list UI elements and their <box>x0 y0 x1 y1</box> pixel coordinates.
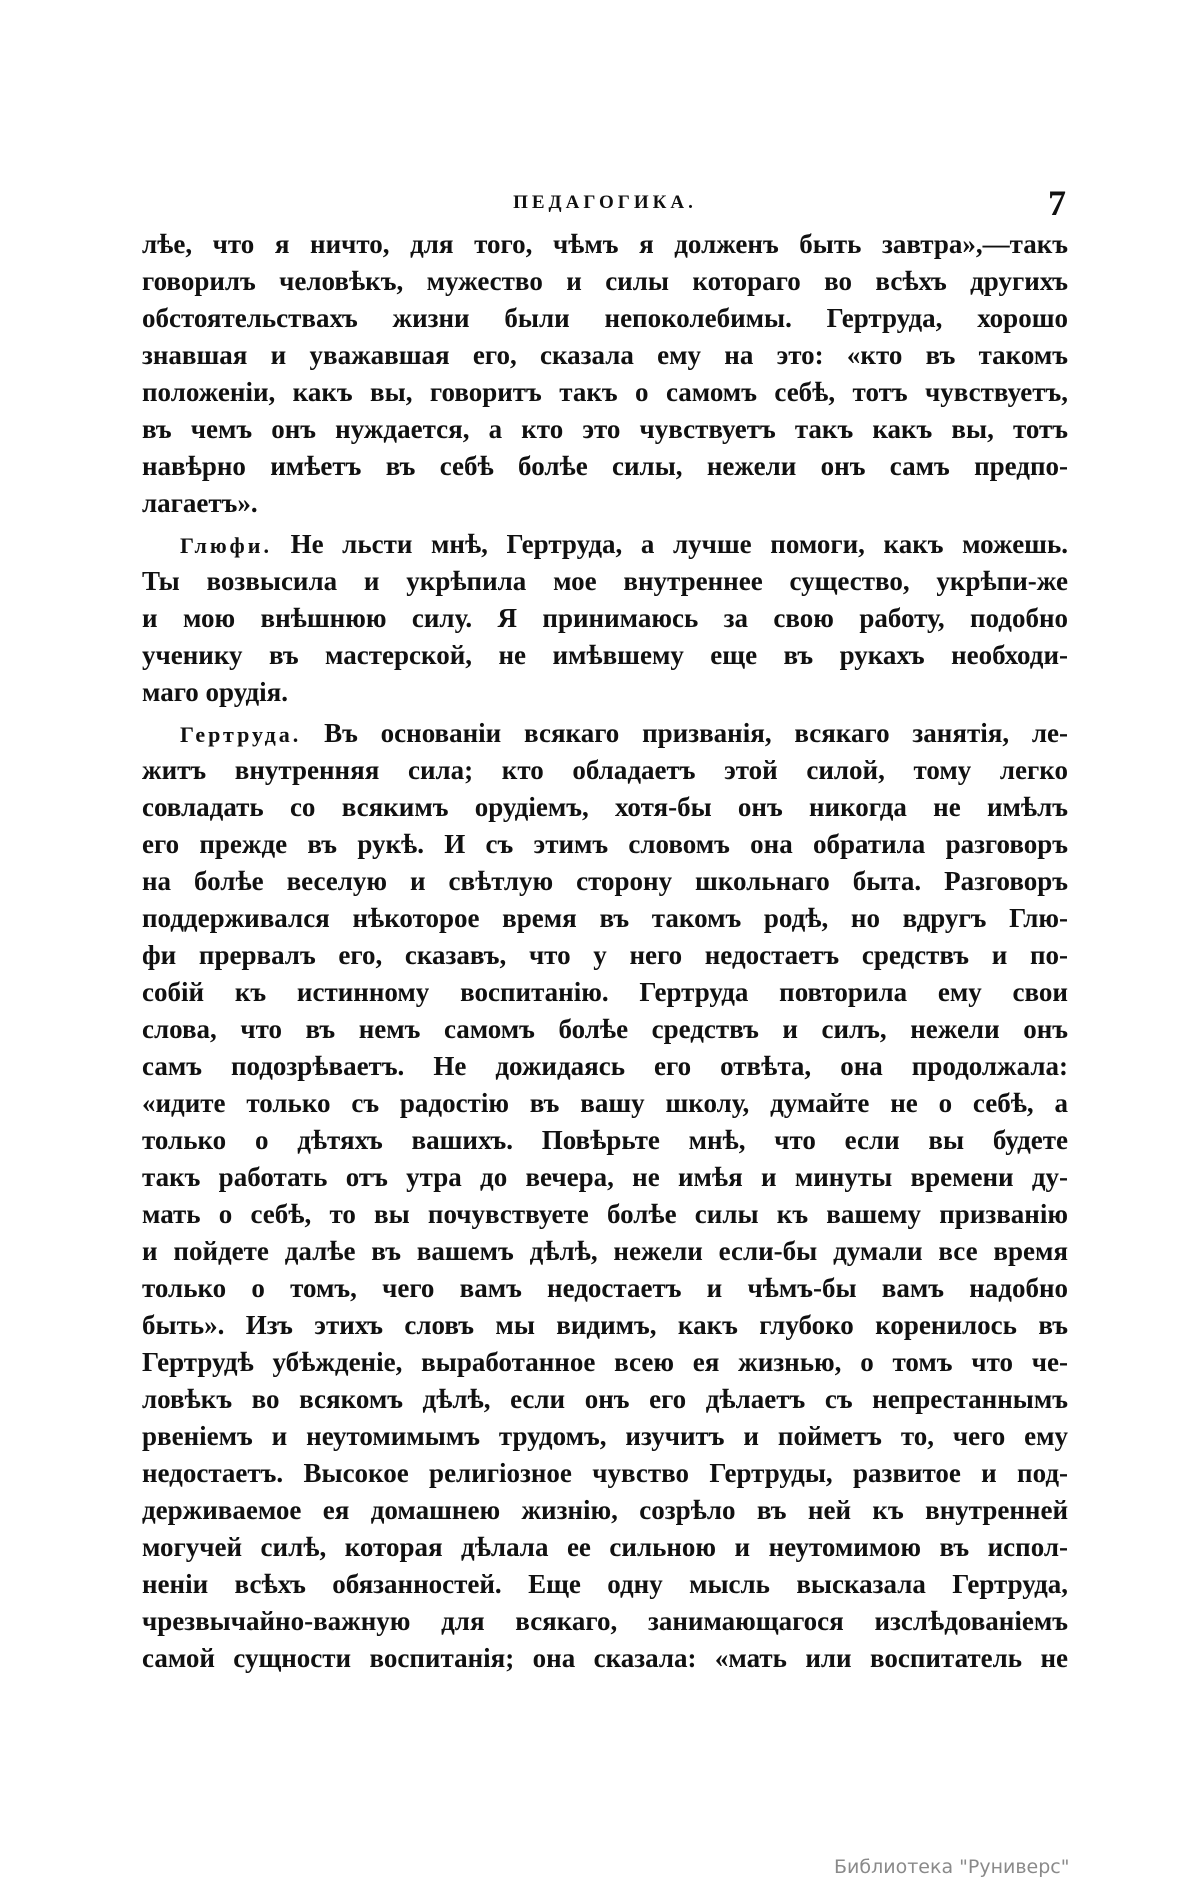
speaker-name: Гертруда. <box>180 722 302 747</box>
line-text: поддерживался нѣкоторое время въ такомъ родѣ, но вдругъ Глю- <box>142 903 1068 933</box>
line-text: только о томъ, чего вамъ недостаетъ и чѣмъ-бы вамъ надобно <box>142 1273 1068 1303</box>
text-line <box>142 715 1068 752</box>
library-watermark: Библиотека "Руниверс" <box>834 1856 1070 1878</box>
text-line <box>142 374 1068 411</box>
line-text: такъ работать отъ утра до вечера, не имѣя и минуты времени ду- <box>142 1162 1068 1192</box>
text-line <box>142 789 1068 826</box>
text-line <box>142 1159 1068 1196</box>
text-line <box>142 1640 1068 1677</box>
line-text: ловѣкъ во всякомъ дѣлѣ, если онъ его дѣлаетъ съ непрестаннымъ <box>142 1384 1068 1414</box>
text-line <box>142 1455 1068 1492</box>
text-line <box>142 1418 1068 1455</box>
text-line <box>142 600 1068 637</box>
line-text: и пойдете далѣе въ вашемъ дѣлѣ, нежели если-бы думали все время <box>142 1236 1068 1266</box>
text-line <box>142 1307 1068 1344</box>
text-line <box>142 226 1068 263</box>
text-line <box>142 1048 1068 1085</box>
page-number: 7 <box>1048 183 1066 223</box>
text-line <box>142 526 1068 563</box>
paragraph <box>142 715 1068 1677</box>
line-text: Не льсти мнѣ, Гертруда, а лучше помоги, какъ можешь. <box>290 529 1068 559</box>
text-line <box>142 1122 1068 1159</box>
text-line <box>142 1603 1068 1640</box>
running-title: ПЕДАГОГИКА. <box>513 192 697 213</box>
line-text: лѣе, что я ничто, для того, чѣмъ я долженъ быть завтра»,—такъ <box>142 229 1068 259</box>
line-text: говорилъ человѣкъ, мужество и силы котораго во всѣхъ другихъ <box>142 266 1068 296</box>
line-text: ученику въ мастерской, не имѣвшему еще въ рукахъ необходи- <box>142 640 1068 670</box>
text-line <box>142 637 1068 674</box>
line-text: собій къ истинному воспитанію. Гертруда повторила ему свои <box>142 977 1068 1007</box>
text-line <box>142 1011 1068 1048</box>
text-line <box>142 1085 1068 1122</box>
line-text: недостаетъ. Высокое религіозное чувство Гертруды, развитое и под- <box>142 1458 1068 1488</box>
text-line <box>142 974 1068 1011</box>
text-line <box>142 1566 1068 1603</box>
line-text: его прежде въ рукѣ. И съ этимъ словомъ она обратила разговоръ <box>142 829 1068 859</box>
line-text: и мою внѣшнюю силу. Я принимаюсь за свою работу, подобно <box>142 603 1068 633</box>
text-line <box>142 1381 1068 1418</box>
line-text: житъ внутренняя сила; кто обладаетъ этой силой, тому легко <box>142 755 1068 785</box>
paragraph <box>142 226 1068 522</box>
line-text: совладать со всякимъ орудіемъ, хотя-бы онъ никогда не имѣлъ <box>142 792 1068 822</box>
line-text: могучей силѣ, которая дѣлала ее сильною и неутомимою въ испол- <box>142 1532 1068 1562</box>
text-line <box>142 411 1068 448</box>
line-text: мать о себѣ, то вы почувствуете болѣе силы къ вашему призванію <box>142 1199 1068 1229</box>
text-line <box>142 263 1068 300</box>
text-line <box>142 826 1068 863</box>
line-text: «идите только съ радостію въ вашу школу, думайте не о себѣ, а <box>142 1088 1068 1118</box>
text-line <box>142 937 1068 974</box>
text-line <box>142 1344 1068 1381</box>
line-text: самой сущности воспитанія; она сказала: «мать или воспитатель не <box>142 1643 1068 1673</box>
text-line <box>142 863 1068 900</box>
text-line <box>142 448 1068 485</box>
line-text: навѣрно имѣетъ въ себѣ болѣе силы, нежели онъ самъ предпо- <box>142 451 1068 481</box>
line-text: Гертрудѣ убѣжденіе, выработанное всею ея жизнью, о томъ что че- <box>142 1347 1068 1377</box>
line-text: рвеніемъ и неутомимымъ трудомъ, изучитъ и пойметъ то, чего ему <box>142 1421 1068 1451</box>
line-text: держиваемое ея домашнею жизнію, созрѣло въ ней къ внутренней <box>142 1495 1068 1525</box>
text-line <box>142 752 1068 789</box>
text-line <box>142 900 1068 937</box>
text-line <box>142 337 1068 374</box>
line-text: неніи всѣхъ обязанностей. Еще одну мысль высказала Гертруда, <box>142 1569 1068 1599</box>
line-text: лагаетъ». <box>142 488 258 518</box>
text-line <box>142 485 1068 522</box>
text-line <box>142 563 1068 600</box>
line-text: въ чемъ онъ нуждается, а кто это чувствуетъ такъ какъ вы, тотъ <box>142 414 1068 444</box>
line-text: Ты возвысила и укрѣпила мое внутреннее существо, укрѣпи-же <box>142 566 1068 596</box>
paragraph <box>142 526 1068 711</box>
text-line <box>142 300 1068 337</box>
line-text: только о дѣтяхъ вашихъ. Повѣрьте мнѣ, что если вы будете <box>142 1125 1068 1155</box>
text-line <box>142 1233 1068 1270</box>
line-text: маго орудія. <box>142 677 289 707</box>
line-text: положеніи, какъ вы, говоритъ такъ о самомъ себѣ, тотъ чувствуетъ, <box>142 377 1068 407</box>
page-header <box>142 183 1068 226</box>
text-line <box>142 1196 1068 1233</box>
line-text: самъ подозрѣваетъ. Не дожидаясь его отвѣта, она продолжала: <box>142 1051 1068 1081</box>
body-text <box>142 226 1068 1681</box>
line-text: обстоятельствахъ жизни были непоколебимы. Гертруда, хорошо <box>142 303 1068 333</box>
text-line <box>142 674 1068 711</box>
line-text: слова, что въ немъ самомъ болѣе средствъ и силъ, нежели онъ <box>142 1014 1068 1044</box>
text-line <box>142 1492 1068 1529</box>
line-text: чрезвычайно-важную для всякаго, занимающагося изслѣдованіемъ <box>142 1606 1068 1636</box>
speaker-name: Глюфи. <box>180 533 272 558</box>
line-text: фи прервалъ его, сказавъ, что у него недостаетъ средствъ и по- <box>142 940 1068 970</box>
line-text: знавшая и уважавшая его, сказала ему на это: «кто въ такомъ <box>142 340 1068 370</box>
line-text: на болѣе веселую и свѣтлую сторону школьнаго быта. Разговоръ <box>142 866 1068 896</box>
text-line <box>142 1270 1068 1307</box>
line-text: быть». Изъ этихъ словъ мы видимъ, какъ глубоко коренилось въ <box>142 1310 1068 1340</box>
text-line <box>142 1529 1068 1566</box>
line-text: Въ основаніи всякаго призванія, всякаго занятія, ле- <box>324 718 1068 748</box>
